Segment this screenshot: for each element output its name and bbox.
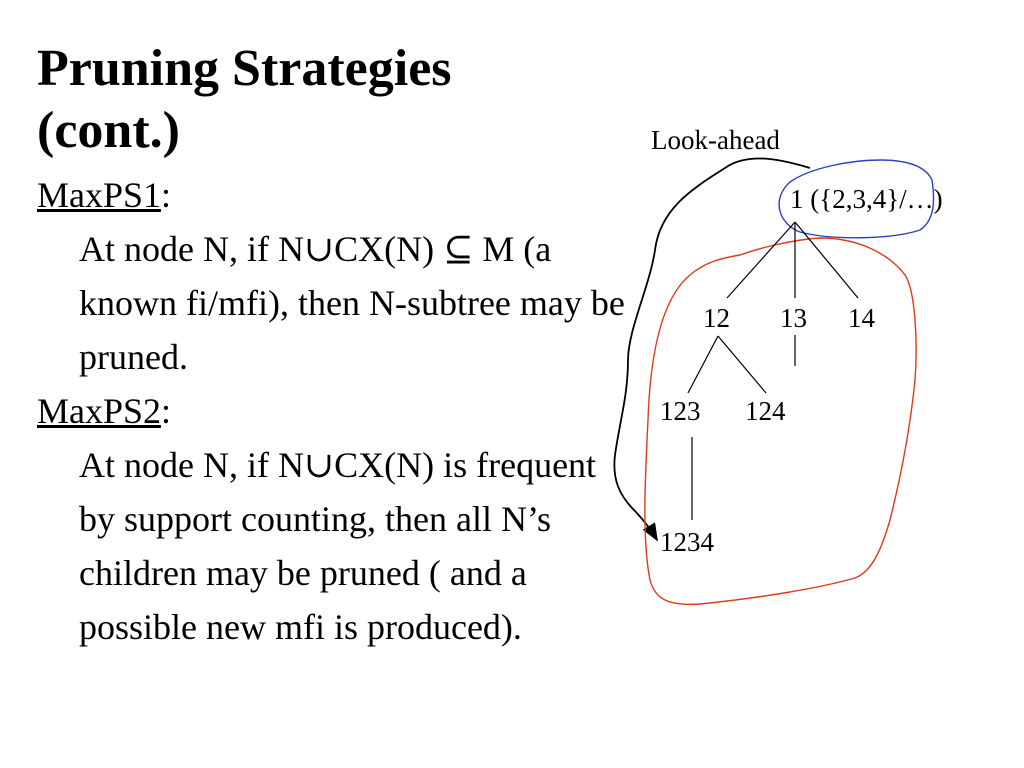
- tree-node-root: 1 ({2,3,4}/…): [790, 184, 943, 214]
- maxps2-colon: :: [161, 391, 172, 431]
- maxps2-heading: MaxPS2: [37, 391, 162, 431]
- title-line-1: Pruning Strategies: [37, 40, 452, 97]
- title-line-2: (cont.): [37, 102, 180, 159]
- tree-node-12: 12: [703, 303, 730, 333]
- edge-12-123: [688, 336, 718, 393]
- edge-1-12: [727, 222, 795, 298]
- tree-node-123: 123: [660, 396, 701, 426]
- edge-1-14: [795, 222, 858, 298]
- maxps1-colon: :: [161, 175, 172, 215]
- maxps2-text: At node N, if N∪CX(N) is frequent by support counting, then all N’s children may be pruned ( and a possible new mfi is produced).: [79, 445, 597, 647]
- lookahead-curve: [614, 158, 810, 540]
- lookahead-label: Look-ahead: [651, 125, 780, 155]
- maxps1-heading: MaxPS1: [37, 175, 162, 215]
- tree-node-14: 14: [848, 303, 875, 333]
- edge-12-124: [718, 336, 766, 393]
- tree-node-13: 13: [780, 303, 807, 333]
- tree-node-124: 124: [745, 396, 786, 426]
- maxps1-text: At node N, if N∪CX(N) ⊆ M (a known fi/mfi), then N-subtree may be pruned.: [79, 229, 625, 377]
- tree-node-1234: 1234: [660, 527, 714, 557]
